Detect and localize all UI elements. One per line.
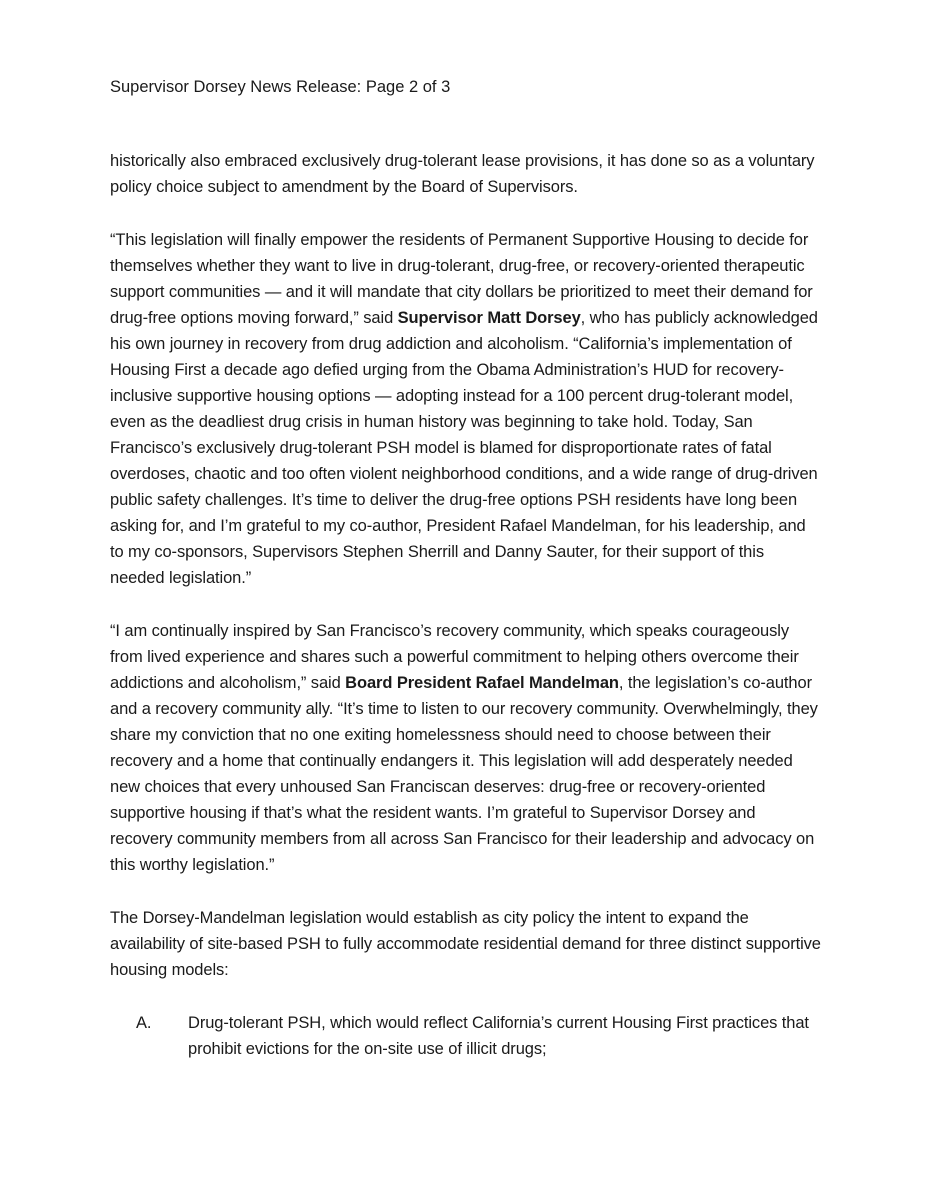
paragraph-2-text-b: , who has publicly acknowledged his own journey in recovery from drug addiction and alcoholism. “California’s implementation of Housing First a decade ago defied urging from the Obama Administration’s HUD for recovery-inclusive supportive housing options — adopting instead for a 100 percent drug-tolerant model, even as the deadliest drug crisis in human history was beginning to take hold. Today, San Francisco’s exclusively drug-tolerant PSH model is blamed for disproportionate rates of fatal overdoses, chaotic and too often violent neighborhood conditions, and a wide range of drug-driven public safety challenges. It’s time to deliver the drug-free options PSH residents have long been asking for, and I’m grateful to my co-author, President Rafael Mandelman, for his leadership, and to my co-sponsors, Supervisors Stephen Sherrill and Danny Sauter, for their support of this needed legislation.” [110,309,818,587]
paragraph-1 [110,148,822,200]
paragraph-4 [110,905,822,983]
speaker-name-mandelman: Board President Rafael Mandelman [345,674,619,692]
list-item-marker: A. [136,1014,152,1032]
paragraph-3-text-b: , the legislation’s co-author and a recovery community ally. “It’s time to listen to our recovery community. Overwhelmingly, they share my conviction that no one exiting homelessness should need to choose between their recovery and a home that continually endangers it. This legislation will add desperately needed new choices that every unhoused San Franciscan deserves: drug-free or recovery-oriented supportive housing if that’s what the resident wants. I’m grateful to Supervisor Dorsey and recovery community members from all across San Francisco for their leadership and advocacy on this worthy legislation.” [110,674,818,874]
paragraph-3-mandelman-quote [110,618,822,878]
page-header: Supervisor Dorsey News Release: Page 2 of 3 [110,78,451,96]
paragraph-4-text: The Dorsey-Mandelman legislation would establish as city policy the intent to expand the availability of site-based PSH to fully accommodate residential demand for three distinct supportive housing models: [110,909,821,979]
list-item [136,1010,822,1062]
paragraph-2-dorsey-quote [110,227,822,591]
paragraph-3-text-a: “I am continually inspired by San Francisco’s recovery community, which speaks courageously from lived experience and shares such a powerful commitment to helping others overcome their addictions and alcoholism,” said [110,622,799,692]
list-item-text: Drug-tolerant PSH, which would reflect California’s current Housing First practices that prohibit evictions for the on-site use of illicit drugs; [188,1014,809,1058]
paragraph-2-text-a: “This legislation will finally empower the residents of Permanent Supportive Housing to decide for themselves whether they want to live in drug-tolerant, drug-free, or recovery-oriented therapeutic support communities — and it will mandate that city dollars be prioritized to meet their demand for drug-free options moving forward,” said [110,231,813,327]
supportive-housing-models-list [110,1010,822,1062]
document-page [110,72,822,1062]
paragraph-1-text: historically also embraced exclusively drug-tolerant lease provisions, it has done so as a voluntary policy choice subject to amendment by the Board of Supervisors. [110,152,815,196]
speaker-name-dorsey: Supervisor Matt Dorsey [397,309,581,327]
